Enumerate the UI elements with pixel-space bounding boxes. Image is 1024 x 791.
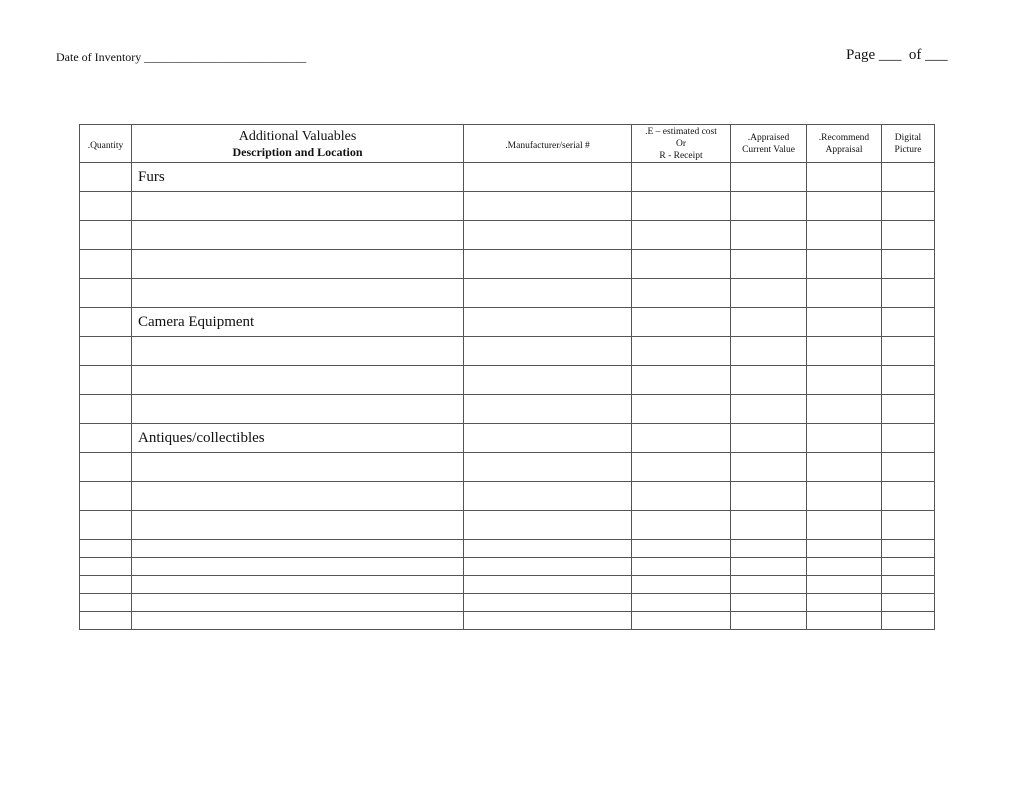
table-row[interactable]: [80, 511, 935, 540]
recommend-cell[interactable]: [807, 558, 882, 576]
appraised-cell[interactable]: [731, 511, 807, 540]
quantity-cell[interactable]: [80, 424, 132, 453]
appraised-cell[interactable]: [731, 594, 807, 612]
recommend-cell[interactable]: [807, 424, 882, 453]
estimate-cell[interactable]: [632, 163, 731, 192]
picture-cell[interactable]: [882, 366, 935, 395]
table-row[interactable]: [80, 279, 935, 308]
estimate-cell[interactable]: [632, 279, 731, 308]
picture-cell[interactable]: [882, 337, 935, 366]
table-row[interactable]: [80, 540, 935, 558]
description-cell[interactable]: [132, 558, 464, 576]
section-label-camera-equipment: Camera Equipment: [132, 308, 464, 337]
quantity-cell[interactable]: [80, 308, 132, 337]
estimate-cell[interactable]: [632, 366, 731, 395]
appraised-cell[interactable]: [731, 221, 807, 250]
estimate-cell[interactable]: [632, 192, 731, 221]
table-row[interactable]: [80, 424, 935, 453]
estimate-cell[interactable]: [632, 540, 731, 558]
recommend-cell[interactable]: [807, 612, 882, 630]
section-label-furs: Furs: [132, 163, 464, 192]
table-row[interactable]: [80, 221, 935, 250]
manufacturer-cell[interactable]: [464, 511, 632, 540]
estimate-cell[interactable]: [632, 221, 731, 250]
appraised-cell[interactable]: [731, 482, 807, 511]
picture-cell[interactable]: [882, 576, 935, 594]
quantity-cell[interactable]: [80, 395, 132, 424]
date-of-inventory-field[interactable]: Date of Inventory ___________________________: [56, 50, 307, 64]
appraised-cell[interactable]: [731, 540, 807, 558]
description-subheader: Description and Location: [232, 144, 363, 159]
table-title: Additional Valuables: [238, 128, 357, 144]
recommend-cell[interactable]: [807, 540, 882, 558]
column-header-appraised: .Appraised Current Value: [731, 125, 807, 163]
description-cell[interactable]: [132, 453, 464, 482]
picture-cell[interactable]: [882, 395, 935, 424]
manufacturer-cell[interactable]: [464, 453, 632, 482]
table-row[interactable]: [80, 192, 935, 221]
description-cell[interactable]: [132, 221, 464, 250]
manufacturer-cell[interactable]: [464, 424, 632, 453]
manufacturer-cell[interactable]: [464, 540, 632, 558]
inventory-table: [79, 124, 935, 630]
recommend-cell[interactable]: [807, 279, 882, 308]
recommend-cell[interactable]: [807, 366, 882, 395]
section-label-antiques-collectibles: Antiques/collectibles: [132, 424, 464, 453]
column-header-description: [132, 125, 464, 163]
picture-cell[interactable]: [882, 594, 935, 612]
estimate-cell[interactable]: [632, 395, 731, 424]
picture-cell[interactable]: [882, 163, 935, 192]
appraised-cell[interactable]: [731, 308, 807, 337]
table-row[interactable]: [80, 337, 935, 366]
picture-cell[interactable]: [882, 250, 935, 279]
manufacturer-cell[interactable]: [464, 279, 632, 308]
appraised-cell[interactable]: [731, 163, 807, 192]
recommend-cell[interactable]: [807, 511, 882, 540]
quantity-cell[interactable]: [80, 612, 132, 630]
description-cell[interactable]: [132, 511, 464, 540]
picture-cell[interactable]: [882, 192, 935, 221]
description-cell[interactable]: [132, 612, 464, 630]
appraised-cell[interactable]: [731, 192, 807, 221]
manufacturer-cell[interactable]: [464, 395, 632, 424]
picture-cell[interactable]: [882, 558, 935, 576]
quantity-cell[interactable]: [80, 337, 132, 366]
table-row[interactable]: [80, 366, 935, 395]
appraised-cell[interactable]: [731, 337, 807, 366]
quantity-cell[interactable]: [80, 558, 132, 576]
recommend-cell[interactable]: [807, 453, 882, 482]
description-cell[interactable]: [132, 594, 464, 612]
quantity-cell[interactable]: [80, 279, 132, 308]
picture-cell[interactable]: [882, 511, 935, 540]
appraised-cell[interactable]: [731, 453, 807, 482]
picture-cell[interactable]: [882, 482, 935, 511]
column-header-recommend: .Recommend Appraisal: [807, 125, 882, 163]
quantity-cell[interactable]: [80, 511, 132, 540]
estimate-cell[interactable]: [632, 482, 731, 511]
quantity-cell[interactable]: [80, 540, 132, 558]
appraised-cell[interactable]: [731, 558, 807, 576]
quantity-cell[interactable]: [80, 576, 132, 594]
manufacturer-cell[interactable]: [464, 163, 632, 192]
table-row[interactable]: [80, 453, 935, 482]
table-row[interactable]: [80, 594, 935, 612]
table-row[interactable]: [80, 308, 935, 337]
manufacturer-cell[interactable]: [464, 366, 632, 395]
recommend-cell[interactable]: [807, 576, 882, 594]
estimate-cell[interactable]: [632, 424, 731, 453]
manufacturer-cell[interactable]: [464, 576, 632, 594]
quantity-cell[interactable]: [80, 221, 132, 250]
appraised-cell[interactable]: [731, 250, 807, 279]
appraised-cell[interactable]: [731, 395, 807, 424]
picture-cell[interactable]: [882, 279, 935, 308]
column-header-estimate: .E – estimated cost Or R - Receipt: [632, 125, 731, 163]
table-row[interactable]: [80, 612, 935, 630]
description-cell[interactable]: [132, 279, 464, 308]
recommend-cell[interactable]: [807, 221, 882, 250]
manufacturer-cell[interactable]: [464, 250, 632, 279]
recommend-cell[interactable]: [807, 308, 882, 337]
table-row[interactable]: [80, 163, 935, 192]
manufacturer-cell[interactable]: [464, 594, 632, 612]
description-cell[interactable]: [132, 540, 464, 558]
picture-cell[interactable]: [882, 453, 935, 482]
table-row[interactable]: [80, 558, 935, 576]
table-row[interactable]: [80, 576, 935, 594]
estimate-cell[interactable]: [632, 558, 731, 576]
quantity-cell[interactable]: [80, 163, 132, 192]
picture-cell[interactable]: [882, 612, 935, 630]
manufacturer-cell[interactable]: [464, 558, 632, 576]
description-cell[interactable]: [132, 395, 464, 424]
estimate-cell[interactable]: [632, 308, 731, 337]
estimate-cell[interactable]: [632, 612, 731, 630]
manufacturer-cell[interactable]: [464, 308, 632, 337]
appraised-cell[interactable]: [731, 576, 807, 594]
description-cell[interactable]: [132, 192, 464, 221]
table-row[interactable]: [80, 395, 935, 424]
recommend-cell[interactable]: [807, 337, 882, 366]
appraised-cell[interactable]: [731, 612, 807, 630]
recommend-cell[interactable]: [807, 250, 882, 279]
description-cell[interactable]: [132, 366, 464, 395]
column-header-digital-picture: Digital Picture: [882, 125, 935, 163]
estimate-cell[interactable]: [632, 453, 731, 482]
appraised-cell[interactable]: [731, 366, 807, 395]
description-cell[interactable]: [132, 250, 464, 279]
picture-cell[interactable]: [882, 424, 935, 453]
page-number-field[interactable]: Page ___ of ___: [846, 47, 948, 63]
estimate-cell[interactable]: [632, 594, 731, 612]
appraised-cell[interactable]: [731, 279, 807, 308]
quantity-cell[interactable]: [80, 594, 132, 612]
column-header-manufacturer: .Manufacturer/serial #: [464, 125, 632, 163]
table-row[interactable]: [80, 250, 935, 279]
quantity-cell[interactable]: [80, 192, 132, 221]
manufacturer-cell[interactable]: [464, 612, 632, 630]
manufacturer-cell[interactable]: [464, 221, 632, 250]
quantity-cell[interactable]: [80, 250, 132, 279]
manufacturer-cell[interactable]: [464, 192, 632, 221]
picture-cell[interactable]: [882, 308, 935, 337]
recommend-cell[interactable]: [807, 482, 882, 511]
quantity-cell[interactable]: [80, 366, 132, 395]
column-header-quantity: .Quantity: [80, 125, 132, 163]
manufacturer-cell[interactable]: [464, 337, 632, 366]
description-cell[interactable]: [132, 576, 464, 594]
table-header-row: [80, 125, 935, 163]
recommend-cell[interactable]: [807, 163, 882, 192]
estimate-cell[interactable]: [632, 337, 731, 366]
table-row[interactable]: [80, 482, 935, 511]
description-cell[interactable]: [132, 482, 464, 511]
estimate-cell[interactable]: [632, 250, 731, 279]
manufacturer-cell[interactable]: [464, 482, 632, 511]
quantity-cell[interactable]: [80, 482, 132, 511]
recommend-cell[interactable]: [807, 395, 882, 424]
estimate-cell[interactable]: [632, 576, 731, 594]
estimate-cell[interactable]: [632, 511, 731, 540]
appraised-cell[interactable]: [731, 424, 807, 453]
recommend-cell[interactable]: [807, 192, 882, 221]
picture-cell[interactable]: [882, 540, 935, 558]
picture-cell[interactable]: [882, 221, 935, 250]
description-cell[interactable]: [132, 337, 464, 366]
quantity-cell[interactable]: [80, 453, 132, 482]
recommend-cell[interactable]: [807, 594, 882, 612]
